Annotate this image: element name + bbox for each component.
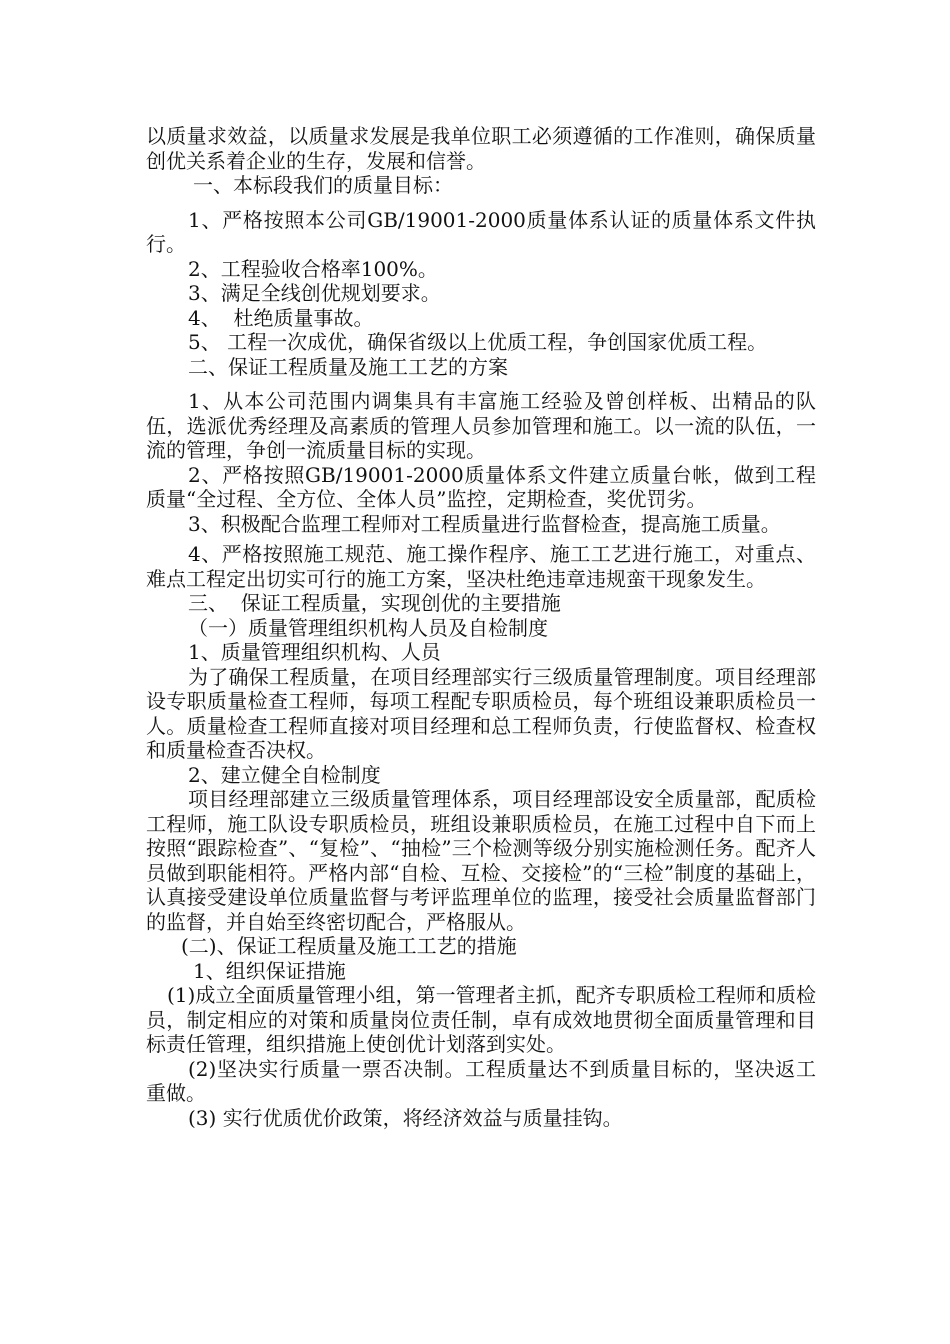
document-body (146, 124, 816, 1130)
goal-item-3: 3、满足全线创优规划要求。 (188, 281, 441, 305)
goal-item-4: 4、 杜绝质量事故。 (188, 305, 374, 330)
section-heading-main-measures: 三、 保证工程质量，实现创优的主要措施 (188, 591, 561, 615)
intro-paragraph: 以质量求效益，以质量求发展是我单位职工必须遵循的工作准则，确保质量创优关系着企业的生存，发展和信誉。 (146, 124, 816, 173)
plan-item-1: 1、从本公司范围内调集具有丰富施工经验及曾创样板、出精品的队伍，选派优秀经理及高素质的管理人员参加管理和施工。以一流的队伍，一流的管理，争创一流质量目标的实现。 (146, 389, 816, 462)
plan-item-2: 2、严格按照GB/19001-2000质量体系文件建立质量台帐，做到工程质量“全过程、全方位、全体人员”监控，定期检查，奖优罚劣。 (146, 462, 816, 511)
self-inspection-paragraph: 项目经理部建立三级质量管理体系，项目经理部设安全质量部，配质检工程师，施工队设专职质检员，班组设兼职质检员，在施工过程中自下而上按照“跟踪检查”、“复检”、“抽检”三个检测等级分别实施检测任务。配齐人员做到职能相符。严格内部“自检、互检、交接检”的“三检”制度的基础上，认真接受建设单位质量监督与考评监理单位的监理，接受社会质量监督部门的监督，并自始至终密切配合，严格服从。 (146, 787, 816, 934)
plan-item-3: 3、积极配合监理工程师对工程质量进行监督检查，提高施工质量。 (188, 511, 781, 536)
plan-item-4: 4、严格按照施工规范、施工操作程序、施工工艺进行施工，对重点、难点工程定出切实可行的施工方案，坚决杜绝违章违规蛮干现象发生。 (146, 542, 816, 591)
item-heading-organizational-guarantee: 1、组织保证措施 (193, 958, 346, 983)
goal-item-2: 2、工程验收合格率100%。 (188, 256, 438, 281)
measure-item-1: (1)成立全面质量管理小组，第一管理者主抓，配齐专职质检工程师和质检员，制定相应的对策和质量岗位责任制，卓有成效地贯彻全面质量管理和目标责任管理，组织措施上使创优计划落到实处。 (146, 983, 816, 1056)
subsection-heading-process-measures: (二)、保证工程质量及施工工艺的措施 (181, 934, 517, 958)
section-heading-quality-goals: 一、本标段我们的质量目标： (193, 173, 453, 197)
measure-item-3: (3) 实行优质优价政策，将经济效益与质量挂钩。 (188, 1105, 623, 1130)
goal-item-5: 5、 工程一次成优，确保省级以上优质工程，争创国家优质工程。 (188, 330, 768, 354)
organization-paragraph: 为了确保工程质量，在项目经理部实行三级质量管理制度。项目经理部设专职质量检查工程师，每项工程配专职质检员，每个班组设兼职质检员一人。质量检查工程师直接对项目经理和总工程师负责，行使监督权、检查权和质量检查否决权。 (146, 664, 816, 762)
subsection-heading-organization: （一）质量管理组织机构人员及自检制度 (188, 615, 548, 640)
measure-item-2: (2)坚决实行质量一票否决制。工程质量达不到质量目标的，坚决返工重做。 (146, 1056, 816, 1105)
item-heading-self-inspection: 2、建立健全自检制度 (188, 762, 381, 787)
item-heading-organization-staff: 1、质量管理组织机构、人员 (188, 640, 441, 664)
goal-item-1: 1、严格按照本公司GB/19001-2000质量体系认证的质量体系文件执行。 (146, 207, 816, 256)
section-heading-quality-plan: 二、保证工程质量及施工工艺的方案 (188, 354, 508, 379)
